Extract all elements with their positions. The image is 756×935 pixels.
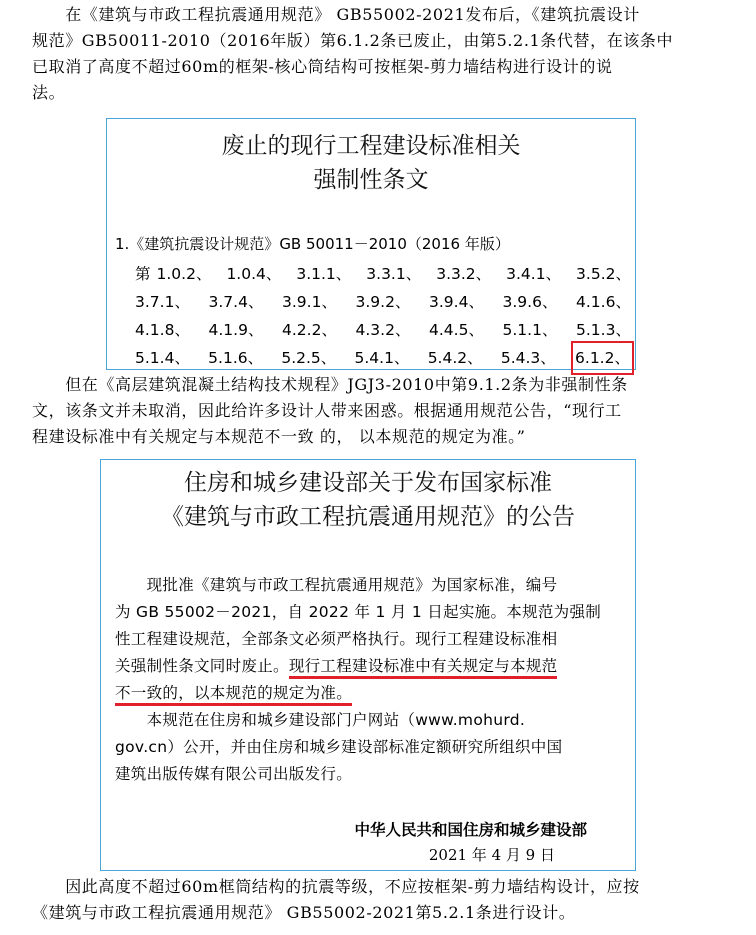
announcement-line: 本规范在住房和城乡建设部门户网站（www.mohurd.	[115, 711, 526, 729]
clause-number: 3.9.1、	[282, 293, 337, 311]
clause-number: 5.1.4、	[135, 349, 190, 367]
clause-row	[135, 316, 631, 344]
clause-number: 5.1.6、	[208, 349, 264, 367]
announcement-title	[101, 466, 635, 534]
paragraph-line: 但在《高层建筑混凝土结构技术规程》JGJ3-2010中第9.1.2条为非强制性条	[32, 375, 628, 394]
clause-number: 4.1.9、	[208, 321, 264, 339]
announcement-line: 现批准《建筑与市政工程抗震通用规范》为国家标准，编号	[115, 576, 558, 594]
paragraph-line: 《建筑与市政工程抗震通用规范》 GB55002-2021第5.2.1条进行设计。	[32, 903, 576, 922]
clause-list	[135, 260, 631, 372]
clause-number: 4.2.2、	[282, 321, 337, 339]
figure-title-line: 废止的现行工程建设标准相关	[221, 133, 521, 159]
clause-row	[135, 288, 631, 316]
announcement-body	[115, 572, 623, 707]
announcement-line: 关强制性条文同时废止。现行工程建设标准中有关规定与本规范	[115, 653, 623, 680]
clause-number: 3.9.4、	[429, 293, 484, 311]
clause-number: 3.5.2、	[576, 265, 631, 283]
issue-date: 2021 年 4 月 9 日	[428, 846, 555, 864]
clause-number: 3.3.2、	[436, 265, 492, 283]
clause-number: 5.4.3、	[500, 349, 556, 367]
abolished-clauses-figure	[106, 118, 636, 370]
clause-lead: 第	[135, 265, 151, 283]
paragraph-line: 文，该条文并未取消，因此给许多设计人带来困惑。根据通用规范公告，“现行工	[32, 401, 622, 420]
clause-number: 1.0.4、	[226, 265, 282, 283]
announcement-line: 建筑出版传媒有限公司出版发行。	[115, 765, 353, 783]
paragraph-line: 法。	[32, 83, 66, 102]
clause-number: 3.9.6、	[502, 293, 558, 311]
announcement-figure	[100, 459, 636, 871]
clause-number: 5.4.2、	[427, 349, 483, 367]
figure-title	[107, 129, 635, 197]
clause-number: 3.9.2、	[355, 293, 411, 311]
paragraph-line: 在《建筑与市政工程抗震通用规范》 GB55002-2021发布后，《建筑抗震设计	[32, 5, 640, 24]
paragraph-line: 规范》GB50011-2010（2016年版）第6.1.2条已废止，由第5.2.1条代替，在该条中	[32, 31, 674, 50]
announcement-line: gov.cn）公开，并由住房和城乡建设部标准定额研究所组织中国	[115, 738, 563, 756]
clause-number: 5.2.5、	[281, 349, 337, 367]
intro-paragraph	[32, 2, 722, 106]
explanation-paragraph	[32, 372, 722, 450]
announcement-publication	[115, 707, 623, 788]
clause-number: 3.3.1、	[366, 265, 422, 283]
announcement-line: 性工程建设规范，全部条文必须严格执行。现行工程建设标准相	[115, 630, 558, 648]
clause-number: 5.4.1、	[354, 349, 410, 367]
clause-number: 5.1.3、	[576, 321, 631, 339]
clause-number: 5.1.1、	[502, 321, 558, 339]
announcement-title-line: 《建筑与市政工程抗震通用规范》的公告	[161, 504, 575, 530]
underlined-text: 不一致的，以本规范的规定为准。	[115, 684, 352, 706]
issuer-signature: 中华人民共和国住房和城乡建设部	[354, 821, 587, 839]
paragraph-line: 因此高度不超过60m框筒结构的抗震等级，不应按框架-剪力墙结构设计，应按	[32, 877, 640, 896]
figure-title-line: 强制性条文	[313, 167, 429, 193]
clause-number: 第 1.0.2、	[135, 265, 212, 283]
underlined-text: 现行工程建设标准中有关规定与本规范	[289, 657, 558, 679]
clause-number: 4.1.6、	[576, 293, 631, 311]
clause-number: 4.3.2、	[355, 321, 411, 339]
announcement-line	[115, 680, 623, 707]
paragraph-line: 已取消了高度不超过60m的框架-核心筒结构可按框架-剪力墙结构进行设计的说	[32, 57, 613, 76]
highlighted-clause-number: 6.1.2、	[574, 344, 631, 372]
clause-number: 3.1.1、	[296, 265, 352, 283]
paragraph-line: 程建设标准中有关规定与本规范不一致 的， 以本规范的规定为准。”	[32, 427, 526, 446]
clause-number: 3.7.4、	[208, 293, 264, 311]
standard-name: 1.《建筑抗震设计规范》GB 50011－2010（2016 年版）	[115, 235, 510, 253]
clause-number: 4.1.8、	[135, 321, 190, 339]
conclusion-paragraph	[32, 874, 722, 926]
announcement-line: 为 GB 55002－2021，自 2022 年 1 月 1 日起实施。本规范为强制	[115, 603, 602, 621]
clause-number: 3.4.1、	[506, 265, 562, 283]
clause-number: 4.4.5、	[429, 321, 484, 339]
clause-number: 3.7.1、	[135, 293, 190, 311]
announcement-title-line: 住房和城乡建设部关于发布国家标准	[184, 470, 552, 496]
clause-row	[135, 260, 631, 288]
clause-row	[135, 344, 631, 372]
